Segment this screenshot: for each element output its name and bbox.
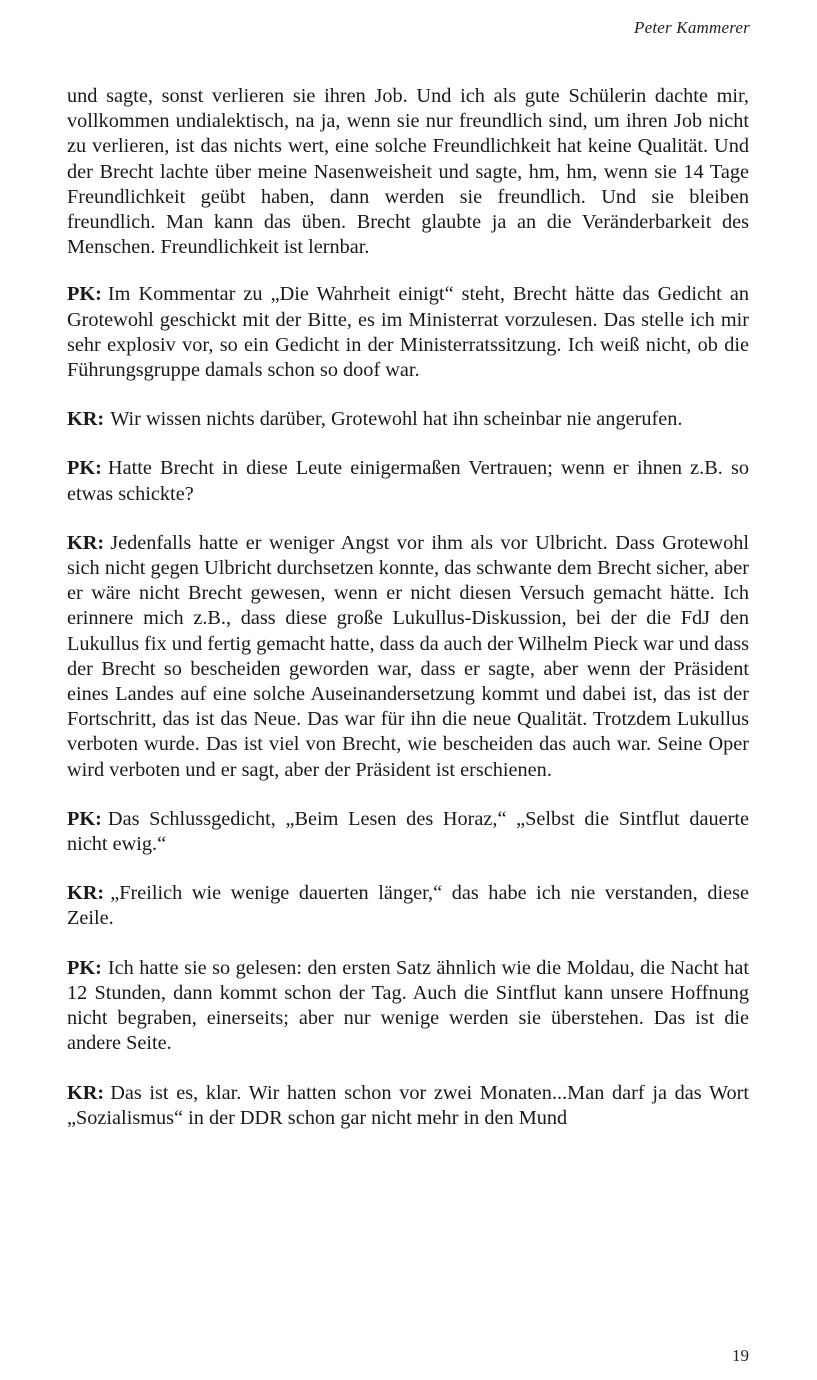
speaker-label: KR: (67, 1081, 105, 1104)
interview-text (67, 84, 749, 1155)
speaker-label: PK: (67, 956, 102, 979)
paragraph-text: Das Schlussgedicht, „Beim Lesen des Horaz,“ „Selbst die Sintflut dauerte nicht ewig.“ (67, 807, 749, 856)
paragraph-text: „Freilich wie wenige dauerten länger,“ das habe ich nie verstanden, diese Zeile. (67, 882, 749, 930)
speaker-label: KR: (67, 531, 105, 554)
speaker-label: KR: (67, 882, 105, 905)
paragraph-text: Das ist es, klar. Wir hatten schon vor zwei Monaten...Man darf ja das Wort „Sozialismus“ in der DDR schon gar nicht mehr in den Mund (67, 1081, 749, 1129)
paragraph-text: Wir wissen nichts darüber, Grotewohl hat ihn scheinbar nie angerufen. (110, 408, 683, 431)
paragraph-kr-3 (67, 881, 749, 931)
paragraph-pk-3 (67, 807, 749, 857)
speaker-label: PK: (67, 457, 102, 480)
paragraph-pk-4 (67, 956, 749, 1057)
speaker-label: PK: (67, 283, 102, 306)
paragraph-continuation (67, 84, 749, 260)
paragraph-pk-2 (67, 456, 749, 506)
paragraph-text: Jedenfalls hatte er weniger Angst vor ihm als vor Ulbricht. Dass Grotewohl sich nicht gegen Ulbricht durchsetzen konnte, das schwante dem Brecht sicher, aber er wäre nicht Brecht gewesen, wenn er nicht diesen Versuch gemacht hätte. Ich erinnere mich z.B., dass diese große Lukullus-Diskussion, bei der die FdJ den Lukullus fix und fertig gemacht hatte, dass da auch der Wilhelm Pieck war und dass der Brecht so bescheiden geworden war, dass er sagte, aber wenn der Präsident eines Landes auf eine solche Auseinandersetzung kommt und dabei ist, das ist der Fortschritt, das ist das Neue. Das war für ihn die neue Qualität. Trotzdem Lukullus verboten wurde. Das ist viel von Brecht, wie bescheiden das auch war. Seine Oper wird verboten und er sagt, aber der Präsident ist erschienen. (67, 531, 749, 781)
page-number: 19 (732, 1346, 749, 1365)
paragraph-kr-1 (67, 407, 749, 432)
paragraph-pk-1 (67, 282, 749, 383)
running-header-author: Peter Kammerer (634, 18, 750, 37)
paragraph-text: Ich hatte sie so gelesen: den ersten Satz ähnlich wie die Moldau, die Nacht hat 12 Stunden, dann kommt schon der Tag. Auch die Sintflut kann unsere Hoffnung nicht begraben, einerseits; aber nur wenige werden sie überstehen. Das ist die andere Seite. (67, 956, 749, 1055)
paragraph-kr-2 (67, 531, 749, 783)
paragraph-kr-4 (67, 1081, 749, 1131)
paragraph-text: Im Kommentar zu „Die Wahrheit einigt“ steht, Brecht hätte das Gedicht an Grotewohl geschickt mit der Bitte, es im Ministerrat vorzulesen. Das stelle ich mir sehr explosiv vor, so ein Gedicht in der Ministerratssitzung. Ich weiß nicht, ob die Führungsgruppe damals schon so doof war. (67, 283, 749, 382)
paragraph-text: Hatte Brecht in diese Leute einigermaßen Vertrauen; wenn er ihnen z.B. so etwas schickte? (67, 457, 749, 505)
paragraph-text: und sagte, sonst verlieren sie ihren Job. Und ich als gute Schülerin dachte mir, vollkommen undialektisch, na ja, wenn sie nur freundlich sind, um ihren Job nicht zu verlieren, ist das nichts wert, eine solche Freundlichkeit hat keine Qualität. Und der Brecht lachte über meine Nasenweisheit und sagte, hm, hm, wenn sie 14 Tage Freundlichkeit geübt haben, dann werden sie freundlich. Und sie bleiben freundlich. Man kann das üben. Brecht glaubte ja an die Veränderbarkeit des Menschen. Freundlichkeit ist lernbar. (67, 85, 749, 259)
speaker-label: KR: (67, 408, 105, 431)
speaker-label: PK: (67, 807, 102, 830)
